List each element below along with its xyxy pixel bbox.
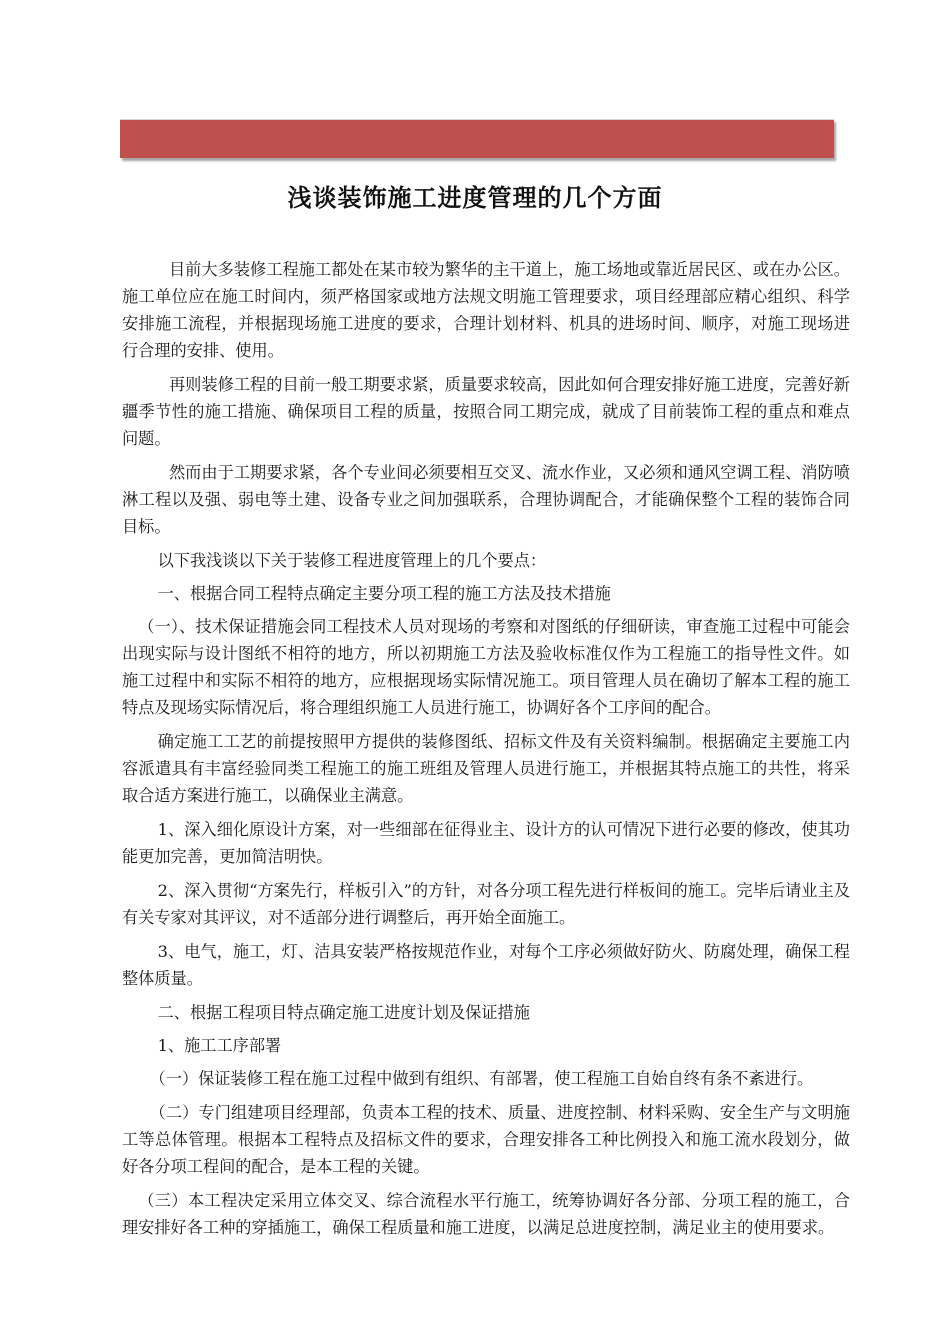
section-heading: 一、根据合同工程特点确定主要分项工程的施工方法及技术措施	[157, 584, 611, 603]
paragraph: （一）保证装修工程在施工过程中做到有组织、有部署，使工程施工自始自终有条不紊进行。	[149, 1069, 814, 1088]
list-item: 3、电气，施工，灯、洁具安装严格按规范作业，对每个工序必须做好防火、防腐处理，确保工程整体质量。	[122, 942, 850, 988]
list-item: 2、深入贯彻“方案先行，样板引入”的方针，对各分项工程先进行样板间的施工。完毕后请业主及有关专家对其评议，对不适部分进行调整后，再开始全面施工。	[122, 881, 850, 927]
paragraph: （二）专门组建项目经理部，负责本工程的技术、质量、进度控制、材料采购、安全生产与文明施工等总体管理。根据本工程特点及招标文件的要求，合理安排各工种比例投入和施工流水段划分，做好各分项工程间的配合，是本工程的关键。	[122, 1103, 850, 1176]
paragraph: （一）、技术保证措施会同工程技术人员对现场的考察和对图纸的仔细研读，审查施工过程中可能会出现实际与设计图纸不相符的地方，所以初期施工方法及验收标准仅作为工程施工的指导性文件。如施工过程中和实际不相符的地方，应根据现场实际情况施工。项目管理人员在确切了解本工程的施工特点及现场实际情况后，将合理组织施工人员进行施工，协调好各个工序间的配合。	[122, 617, 850, 717]
document-body	[122, 256, 850, 1248]
paragraph: 目前大多装修工程施工都处在某市较为繁华的主干道上，施工场地或靠近居民区、或在办公区。施工单位应在施工时间内，须严格国家或地方法规文明施工管理要求，项目经理部应精心组织、科学安排施工流程，并根据现场施工进度的要求，合理计划材料、机具的进场时间、顺序，对施工现场进行合理的安排、使用。	[122, 260, 850, 360]
paragraph: 再则装修工程的目前一般工期要求紧，质量要求较高，因此如何合理安排好施工进度，完善好新疆季节性的施工措施、确保项目工程的质量，按照合同工期完成，就成了目前装饰工程的重点和难点问题。	[122, 375, 850, 448]
document-title: 浅谈装饰施工进度管理的几个方面	[287, 184, 663, 212]
header-banner	[120, 119, 834, 158]
paragraph: 然而由于工期要求紧，各个专业间必须要相互交叉、流水作业，又必须和通风空调工程、消防喷淋工程以及强、弱电等土建、设备专业之间加强联系，合理协调配合，才能确保整个工程的装饰合同目标。	[122, 463, 850, 536]
subsection-heading: 1、施工工序部署	[157, 1036, 282, 1055]
paragraph: （三）本工程决定采用立体交叉、综合流程水平行施工，统筹协调好各分部、分项工程的施工，合理安排好各工种的穿插施工，确保工程质量和施工进度，以满足总进度控制，满足业主的使用要求。	[122, 1191, 850, 1237]
paragraph: 以下我浅谈以下关于装修工程进度管理上的几个要点：	[157, 551, 547, 570]
paragraph: 确定施工工艺的前提按照甲方提供的装修图纸、招标文件及有关资料编制。根据确定主要施工内容派遣具有丰富经验同类工程施工的施工班组及管理人员进行施工，并根据其特点施工的共性，将采取合适方案进行施工，以确保业主满意。	[122, 732, 850, 805]
section-heading: 二、根据工程项目特点确定施工进度计划及保证措施	[157, 1003, 530, 1022]
list-item: 1、深入细化原设计方案，对一些细部在征得业主、设计方的认可情况下进行必要的修改，使其功能更加完善，更加简洁明快。	[122, 820, 850, 866]
